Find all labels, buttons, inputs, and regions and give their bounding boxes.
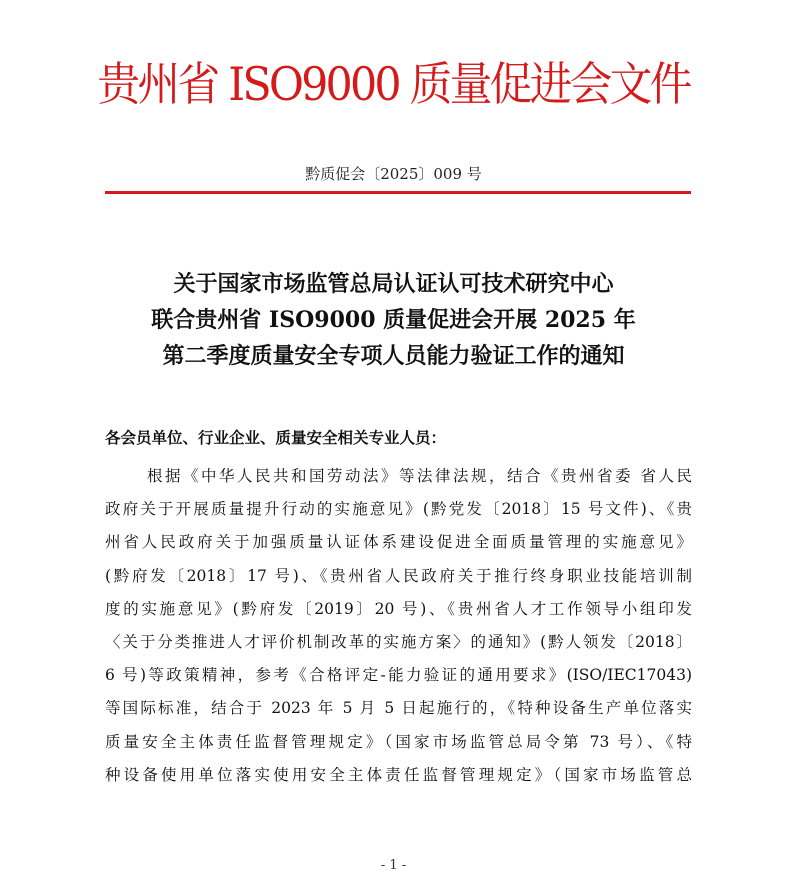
body-line: 度的实施意见》(黔府发〔2019〕20 号)、《贵州省人才工作领导小组印发 xyxy=(105,599,692,618)
body-line: 质量安全主体责任监督管理规定》（国家市场监管总局令第 73 号）、《特 xyxy=(105,732,692,751)
notice-title-line: 第二季度质量安全专项人员能力验证工作的通知 xyxy=(162,343,625,369)
body-text xyxy=(105,460,692,792)
notice-title-line: 关于国家市场监管总局认证认可技术研究中心 xyxy=(173,271,614,297)
body-line: 6 号)等政策精神，参考《合格评定-能力验证的通用要求》(ISO/IEC17043) xyxy=(105,666,692,685)
addressee: 各会员单位、行业企业、质量安全相关专业人员： xyxy=(105,428,447,447)
document-number: 黔质促会〔2025〕009 号 xyxy=(305,165,482,183)
notice-title-line: 联合贵州省 ISO9000 质量促进会开展 2025 年 xyxy=(151,307,636,333)
body-line: 等国际标准，结合于 2023 年 5 月 5 日起施行的，《特种设备生产单位落实 xyxy=(105,699,692,718)
document-header-title: 贵州省 ISO9000 质量促进会文件 xyxy=(97,57,690,111)
notice-title xyxy=(0,266,787,374)
body-line: 州省人民政府关于加强质量认证体系建设促进全面质量管理的实施意见》 xyxy=(105,533,692,552)
body-line: 根据《中华人民共和国劳动法》等法律法规，结合《贵州省委 省人民 xyxy=(147,467,692,485)
header-divider xyxy=(105,191,691,194)
body-line: 种设备使用单位落实使用安全主体责任监督管理规定》（国家市场监管总 xyxy=(105,765,692,784)
body-line: (黔府发〔2018〕17 号)、《贵州省人民政府关于推行终身职业技能培训制 xyxy=(105,566,692,585)
body-line: 〈关于分类推进人才评价机制改革的实施方案〉的通知》(黔人领发〔2018〕 xyxy=(105,632,692,651)
body-line: 政府关于开展质量提升行动的实施意见》(黔党发〔2018〕15 号文件)、《贵 xyxy=(105,500,692,519)
page-number: - 1 - xyxy=(380,858,407,873)
